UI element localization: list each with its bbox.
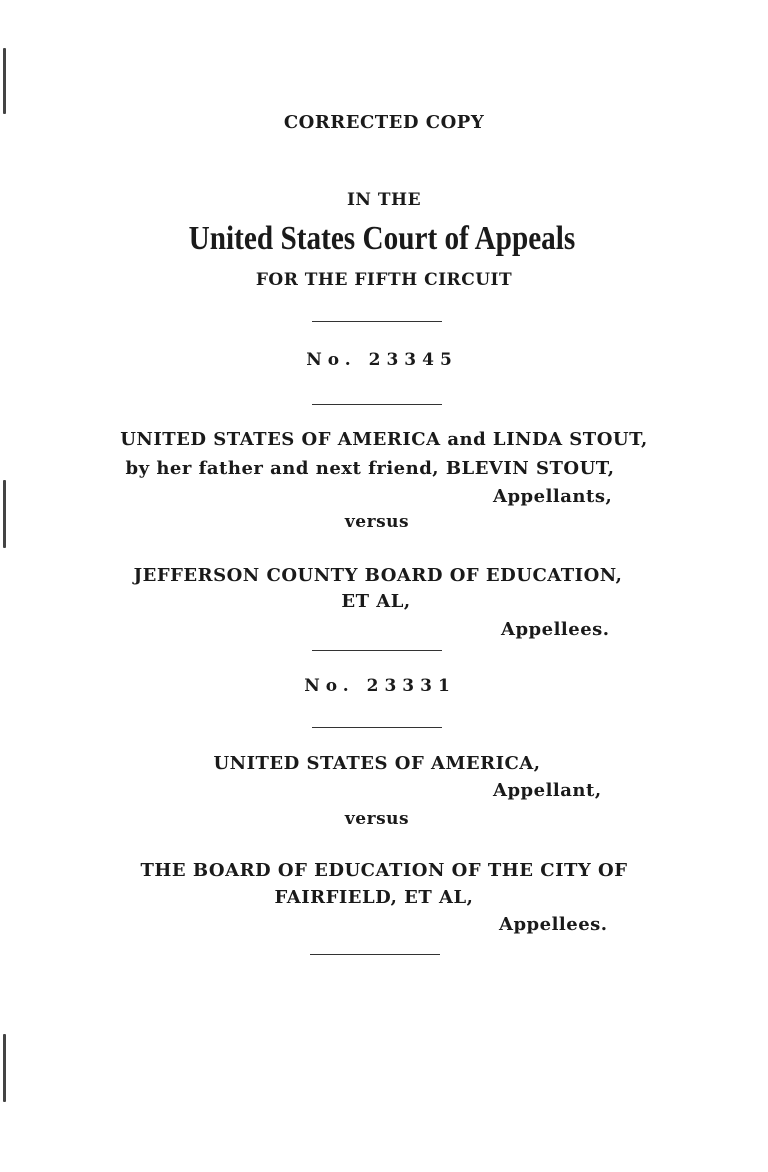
case1-appellee-role: Appellees.	[501, 619, 610, 640]
case1-appellants-line-1: UNITED STATES OF AMERICA and LINDA STOUT,	[120, 429, 648, 450]
case1-appellee-line-1: JEFFERSON COUNTY BOARD OF EDUCATION,	[133, 565, 623, 586]
case1-appellee-line-2: ET AL,	[341, 591, 411, 612]
scan-edge-mark-top	[3, 48, 6, 114]
divider-rule-2	[312, 404, 442, 405]
court-name-heading: United States Court of Appeals	[188, 220, 576, 257]
divider-rule-3	[312, 650, 442, 651]
case1-appellants-line-2: by her father and next friend, BLEVIN STOUT,	[125, 458, 615, 479]
case1-versus: versus	[344, 512, 410, 532]
circuit-label: FOR THE FIFTH CIRCUIT	[255, 270, 513, 290]
case2-appellant-line-1: UNITED STATES OF AMERICA,	[213, 753, 541, 774]
case2-appellant-role: Appellant,	[493, 780, 602, 801]
in-the-label: IN THE	[346, 190, 422, 210]
case2-appellee-line-2: FAIRFIELD, ET AL,	[274, 887, 474, 908]
divider-rule-4	[312, 727, 442, 728]
case-number-1: No. 23345	[306, 350, 458, 370]
case1-appellant-role: Appellants,	[493, 486, 613, 507]
divider-rule-1	[312, 321, 442, 322]
corrected-copy-label: CORRECTED COPY	[283, 112, 485, 133]
case-number-2: No. 23331	[304, 676, 456, 696]
case2-appellee-role: Appellees.	[499, 914, 608, 935]
case2-versus: versus	[344, 809, 410, 829]
case2-appellee-line-1: THE BOARD OF EDUCATION OF THE CITY OF	[140, 860, 628, 881]
scan-edge-mark-bottom	[3, 1034, 6, 1102]
divider-rule-5	[310, 954, 440, 955]
